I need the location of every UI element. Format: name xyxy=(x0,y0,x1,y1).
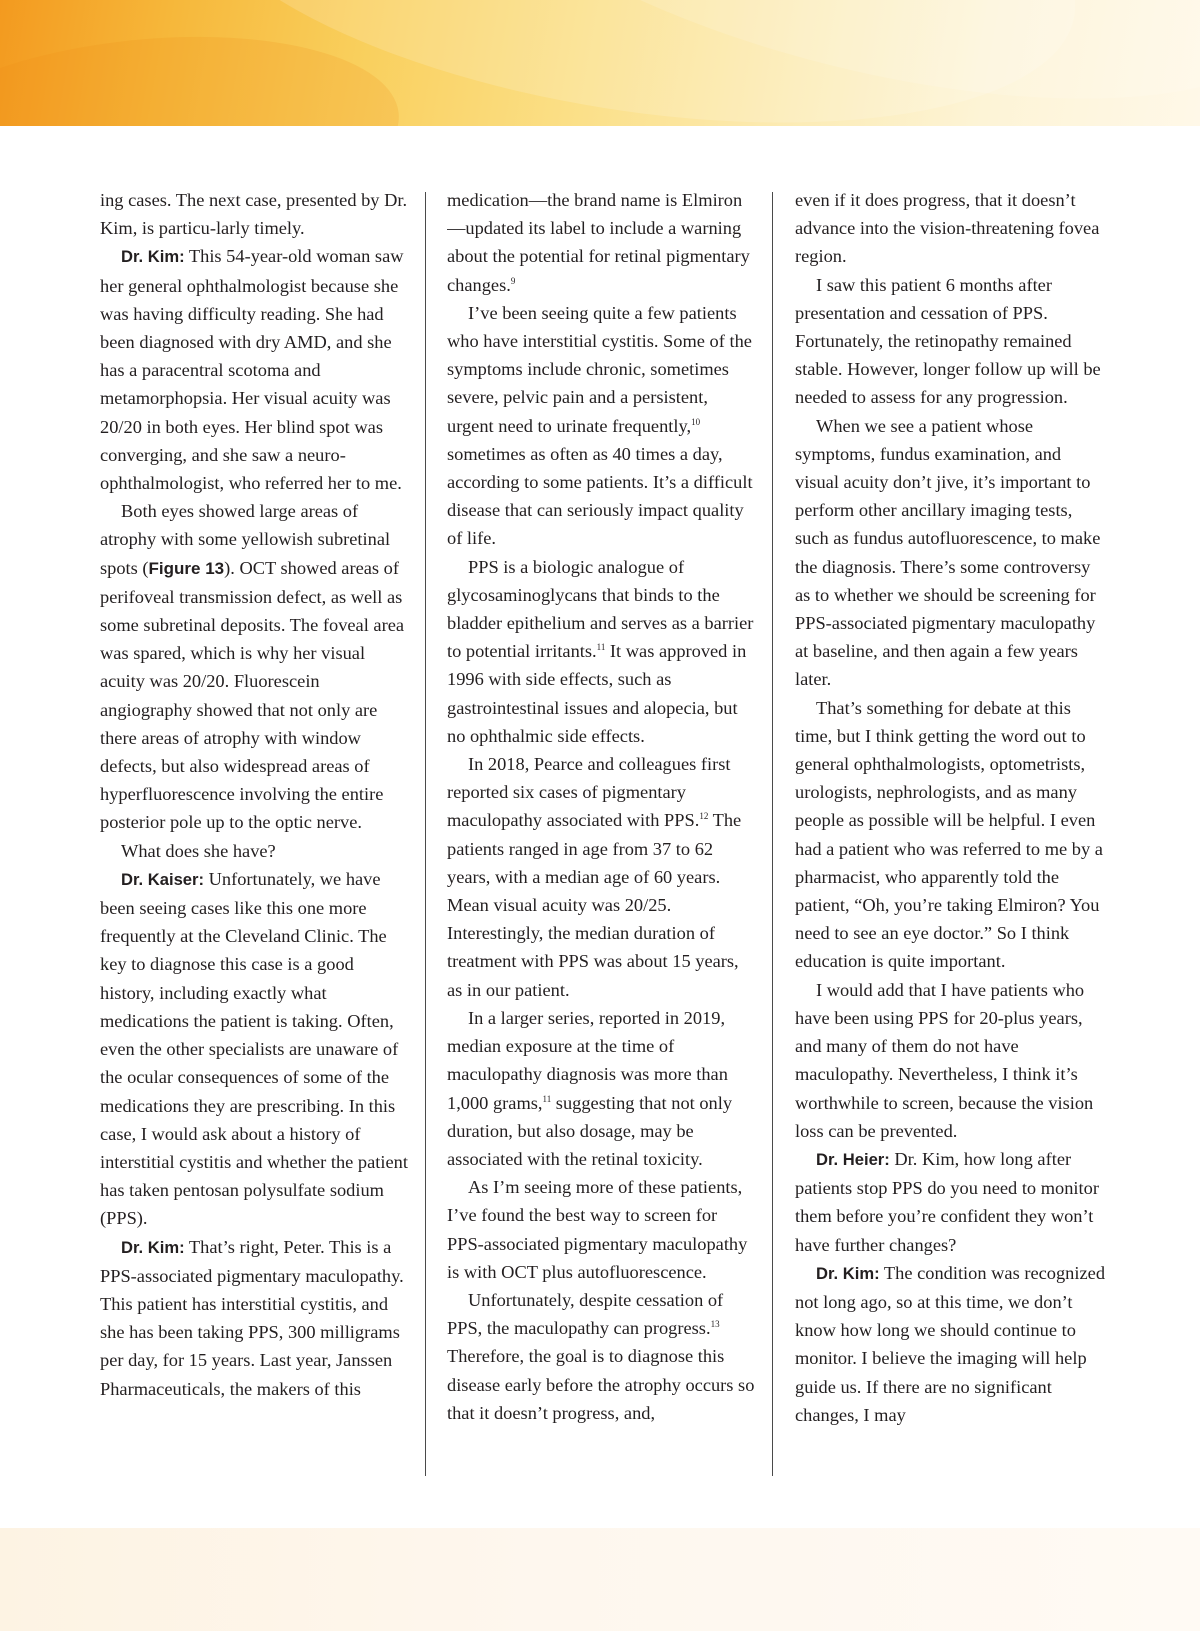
paragraph: Dr. Kim: The condition was recognized not long ago, so at this time, we don’t know how long we should continue to monitor. I believe the imaging will help guide us. If there are no significant changes, I may xyxy=(795,1262,1105,1425)
citation: 9 xyxy=(510,275,516,286)
paragraph: In 2018, Pearce and colleagues first reported six cases of pigmentary maculopathy associated with PPS.$^{12}$ The patients ranged in age from 37 to 62 years, with a median age of 60 years. Mean visual acuity was 20/25. Interestingly, the median duration of treatment with PPS was about 15 years, as in our patient. xyxy=(447,754,742,1000)
paragraph: medication—the brand name is Elmiron—updated its label to include a warning about the potential for retinal pigmentary changes.$^9$ xyxy=(447,190,750,295)
speaker-label: Dr. Kaiser: xyxy=(121,869,205,889)
paragraph: ing cases. The next case, presented by Dr. Kim, is particu-larly timely. xyxy=(100,190,408,239)
paragraph: Dr. Kaiser: Unfortunately, we have been seeing cases like this one more frequently at the Cleveland Clinic. The key to diagnose this case is a good history, including exactly what medications the patient is taking. Often, even the other specialists are unaware of the ocular consequences of some of the medications they are prescribing. In this case, I would ask about a history of interstitial cystitis and whether the patient has taken pentosan polysulfate sodium (PPS). xyxy=(100,868,408,1229)
text-column-1 xyxy=(100,186,410,1476)
footer-band xyxy=(0,1528,1200,1631)
paragraph: Both eyes showed large areas of atrophy with some yellowish subretinal spots (Figure 13). OCT showed areas of perifoveal transmission defect, as well as some subretinal deposits. The foveal area was spared, which is why her visual acuity was 20/20. Fluorescein angiography showed that not only are there areas of atrophy with window defects, but also widespread areas of hyperfluorescence involving the entire posterior pole up to the optic nerve. xyxy=(100,501,405,833)
speaker-label: Dr. Heier: xyxy=(816,1149,890,1169)
speaker-label: Dr. Kim: xyxy=(816,1263,880,1283)
paragraph: What does she have? xyxy=(121,840,276,861)
paragraph: I saw this patient 6 months after presentation and cessation of PPS. Fortunately, the retinopathy remained stable. However, longer follow up will be needed to assess for any progression. xyxy=(795,274,1101,408)
paragraph: I’ve been seeing quite a few patients who have interstitial cystitis. Some of the symptoms include chronic, sometimes severe, pelvic pain and a persistent, urgent need to urinate frequently,$^{10}$ sometimes as often as 40 times a day, according to some patients. It’s a difficult disease that can seriously impact quality of life. xyxy=(447,302,753,549)
paragraph: I would add that I have patients who have been using PPS for 20-plus years, and many of them do not have maculopathy. Nevertheless, I think it’s worthwhile to screen, because the vision loss can be prevented. xyxy=(795,979,1094,1141)
text-column-3 xyxy=(795,186,1105,1476)
paragraph: When we see a patient whose symptoms, fundus examination, and visual acuity don’t jive, it’s important to perform other ancillary imaging tests, such as fundus autofluorescence, to make the diagnosis. There’s some controversy as to whether we should be screening for PPS-associated pigmentary maculopathy at baseline, and then again a few years later. xyxy=(795,415,1101,690)
paragraph: Dr. Heier: Dr. Kim, how long after patients stop PPS do you need to monitor them before you’re confident they won’t have further changes? xyxy=(795,1148,1099,1255)
column-divider xyxy=(772,192,773,1476)
paragraph: Dr. Kim: That’s right, Peter. This is a PPS-associated pigmentary maculopathy. This patient has interstitial cystitis, and she has been taking PPS, 300 milligrams per day, for 15 years. Last year, Janssen Pharmaceuticals, the makers of this xyxy=(100,1236,404,1399)
paragraph: PPS is a biologic analogue of glycosaminoglycans that binds to the bladder epithelium and serves as a barrier to potential irritants.$^{11}$ It was approved in 1996 with side effects, such as gastrointestinal issues and alopecia, but no ophthalmic side effects. xyxy=(447,556,754,746)
citation: 11 xyxy=(542,1093,552,1104)
paragraph: As I’m seeing more of these patients, I’ve found the best way to screen for PPS-associated pigmentary maculopathy is with OCT plus autofluorescence. xyxy=(447,1177,748,1282)
citation: 10 xyxy=(691,416,701,427)
column-divider xyxy=(425,192,426,1476)
paragraph: even if it does progress, that it doesn’t advance into the vision-threatening fovea region. xyxy=(795,190,1100,267)
header-banner xyxy=(0,0,1200,126)
paragraph: Dr. Kim: This 54-year-old woman saw her general ophthalmologist because she was having difficulty reading. She had been diagnosed with dry AMD, and she has a paracentral scotoma and metamorphopsia. Her visual acuity was 20/20 in both eyes. Her blind spot was converging, and she saw a neuro-ophthalmologist, who referred her to me. xyxy=(100,246,404,494)
paragraph: In a larger series, reported in 2019, median exposure at the time of maculopathy diagnosis was more than 1,000 grams,$^{11}$ suggesting that not only duration, but also dosage, may be associated with the retinal toxicity. xyxy=(447,1007,733,1169)
citation: 13 xyxy=(710,1319,720,1330)
speaker-label: Dr. Kim: xyxy=(121,1237,185,1257)
speaker-label: Dr. Kim: xyxy=(121,247,185,267)
citation: 11 xyxy=(596,642,606,653)
citation: 12 xyxy=(699,811,709,822)
paragraph: Unfortunately, despite cessation of PPS, the maculopathy can progress.$^{13}$ Therefore, the goal is to diagnose this disease early before the atrophy occurs so that it doesn’t progress, and, xyxy=(447,1289,755,1423)
figure-reference: Figure 13 xyxy=(148,558,225,578)
text-column-2 xyxy=(447,186,757,1476)
paragraph: That’s something for debate at this time, but I think getting the word out to general ophthalmologists, optometrists, urologists, nephrologists, and as many people as possible will be helpful. I even had a patient who was referred to me by a pharmacist, who apparently told the patient, “Oh, you’re taking Elmiron? You need to see an eye doctor.” So I think education is quite important. xyxy=(795,697,1103,972)
